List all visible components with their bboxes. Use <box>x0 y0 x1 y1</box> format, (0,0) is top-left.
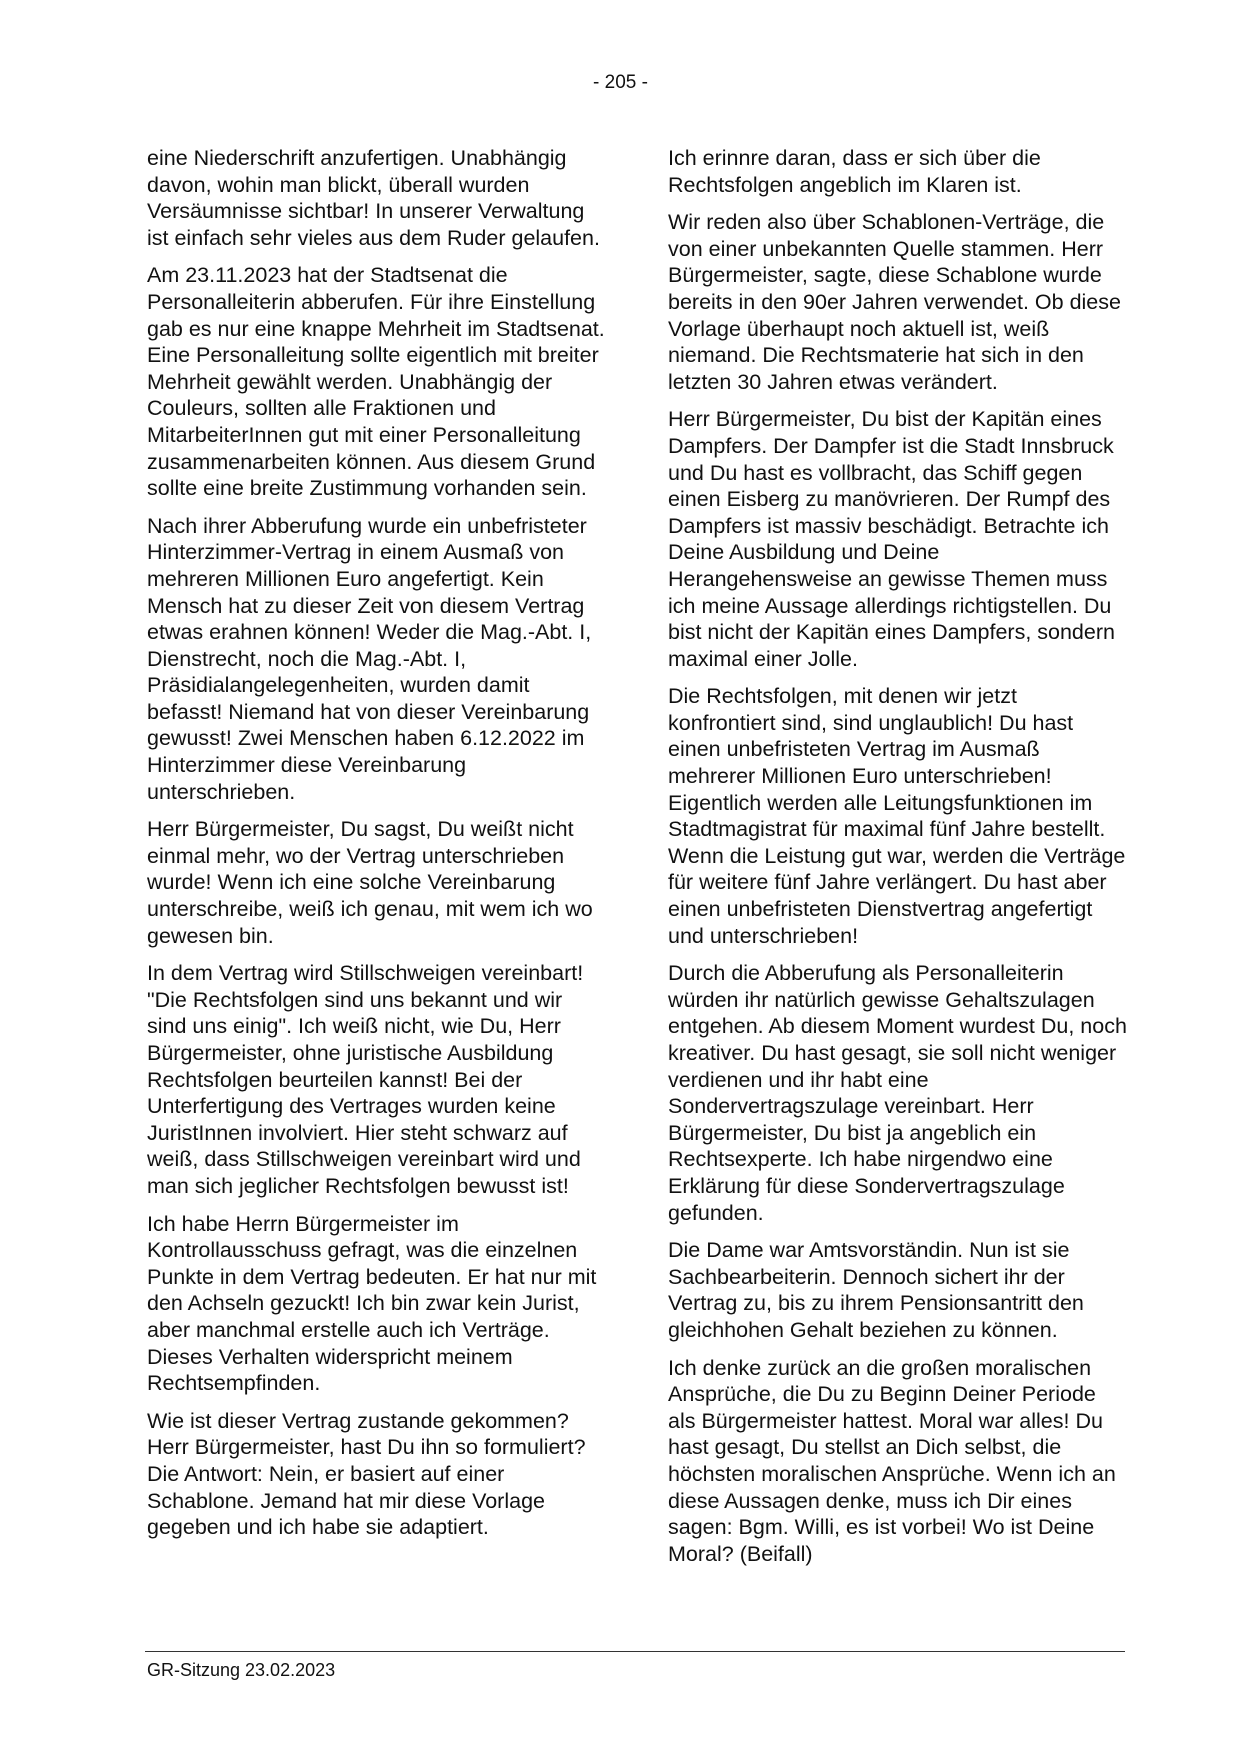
paragraph: Nach ihrer Abberufung wurde ein unbefristeter Hinterzimmer-Vertrag in einem Ausmaß von mehreren Millionen Euro angefertigt. Kein Mensch hat zu dieser Zeit von diesem Vertrag etwas erahnen können! Weder die Mag.-Abt. I, Dienstrecht, noch die Mag.-Abt. I, Präsidialangelegenheiten, wurden damit befasst! Niemand hat von dieser Vereinbarung gewusst! Zwei Menschen haben 6.12.2022 im Hinterzimmer diese Vereinbarung unterschrieben. <box>147 513 592 804</box>
paragraph: eine Niederschrift anzufertigen. Unabhängig davon, wohin man blickt, überall wurden Versäumnisse sichtbar! In unserer Verwaltung ist einfach sehr vieles aus dem Ruder gelaufen. <box>147 146 600 250</box>
footer-divider <box>145 1651 1125 1652</box>
paragraph: Ich habe Herrn Bürgermeister im Kontrollausschuss gefragt, was die einzelnen Punkte in dem Vertrag bedeuten. Er hat nur mit den Achseln gezuckt! Ich bin zwar kein Jurist, aber manchmal erstelle auch ich Verträge. Dieses Verhalten widerspricht meinem Rechtsempfinden. <box>147 1211 597 1396</box>
left-column <box>147 145 607 1552</box>
paragraph: Wir reden also über Schablonen-Verträge, die von einer unbekannten Quelle stammen. Herr Bürgermeister, sagte, diese Schablone wurde bereits in den 90er Jahren verwendet. Ob diese Vorlage überhaupt noch aktuell ist, weiß niemand. Die Rechtsmaterie hat sich in den letzten 30 Jahren etwas verändert. <box>668 210 1121 394</box>
paragraph: Wie ist dieser Vertrag zustande gekommen? Herr Bürgermeister, hast Du ihn so formuliert? Die Antwort: Nein, er basiert auf einer Schablone. Jemand hat mir diese Vorlage gegeben und ich habe sie adaptiert. <box>147 1408 586 1540</box>
page-number: - 205 - <box>593 72 648 93</box>
paragraph: In dem Vertrag wird Stillschweigen vereinbart! "Die Rechtsfolgen sind uns bekannt und wir sind uns einig". Ich weiß nicht, wie Du, Herr Bürgermeister, ohne juristische Ausbildung Rechtsfolgen beurteilen kannst! Bei der Unterfertigung des Vertrages wurden keine JuristInnen involviert. Hier steht schwarz auf weiß, dass Stillschweigen vereinbart wird und man sich jeglicher Rechtsfolgen bewusst ist! <box>147 961 584 1198</box>
right-column <box>668 145 1128 1578</box>
paragraph: Herr Bürgermeister, Du bist der Kapitän eines Dampfers. Der Dampfer ist die Stadt Innsbruck und Du hast es vollbracht, das Schiff gegen einen Eisberg zu manövrieren. Der Rumpf des Dampfers ist massiv beschädigt. Betrachte ich Deine Ausbildung und Deine Herangehensweise an gewisse Themen muss ich meine Aussage allerdings richtigstellen. Du bist nicht der Kapitän eines Dampfers, sondern maximal einer Jolle. <box>668 407 1115 671</box>
paragraph: Ich denke zurück an die großen moralischen Ansprüche, die Du zu Beginn Deiner Periode als Bürgermeister hattest. Moral war alles! Du hast gesagt, Du stellst an Dich selbst, die höchsten moralischen Ansprüche. Wenn ich an diese Aussagen denke, muss ich Dir eines sagen: Bgm. Willi, es ist vorbei! Wo ist Deine Moral? (Beifall) <box>668 1355 1116 1566</box>
paragraph: Ich erinnre daran, dass er sich über die Rechtsfolgen angeblich im Klaren ist. <box>668 146 1041 197</box>
paragraph: Die Dame war Amtsvorständin. Nun ist sie Sachbearbeiterin. Dennoch sichert ihr der Vertrag zu, bis zu ihrem Pensionsantritt den gleichhohen Gehalt beziehen zu können. <box>668 1238 1084 1342</box>
paragraph: Durch die Abberufung als Personalleiterin würden ihr natürlich gewisse Gehaltszulagen entgehen. Ab diesem Moment wurdest Du, noch kreativer. Du hast gesagt, sie soll nicht weniger verdienen und ihr habt eine Sondervertragszulage vereinbart. Herr Bürgermeister, Du bist ja angeblich ein Rechtsexperte. Ich habe nirgendwo eine Erklärung für diese Sondervertragszulage gefunden. <box>668 961 1127 1225</box>
paragraph: Am 23.11.2023 hat der Stadtsenat die Personalleiterin abberufen. Für ihre Einstellung gab es nur eine knappe Mehrheit im Stadtsenat. Eine Personalleitung sollte eigentlich mit breiter Mehrheit gewählt werden. Unabhängig der Couleurs, sollten alle Fraktionen und MitarbeiterInnen gut mit einer Personalleitung zusammenarbeiten können. Aus diesem Grund sollte eine breite Zustimmung vorhanden sein. <box>147 263 605 501</box>
footer-session-label: GR-Sitzung 23.02.2023 <box>147 1660 336 1680</box>
paragraph: Herr Bürgermeister, Du sagst, Du weißt nicht einmal mehr, wo der Vertrag unterschrieben wurde! Wenn ich eine solche Vereinbarung unterschreibe, weiß ich genau, mit wem ich wo gewesen bin. <box>147 817 593 948</box>
paragraph: Die Rechtsfolgen, mit denen wir jetzt konfrontiert sind, sind unglaublich! Du hast einen unbefristeten Vertrag im Ausmaß mehrerer Millionen Euro unterschrieben! Eigentlich werden alle Leitungsfunktionen im Stadtmagistrat für maximal fünf Jahre bestellt. Wenn die Leistung gut war, werden die Verträge für weitere fünf Jahre verlängert. Du hast aber einen unbefristeten Dienstvertrag angefertigt und unterschrieben! <box>668 684 1126 948</box>
